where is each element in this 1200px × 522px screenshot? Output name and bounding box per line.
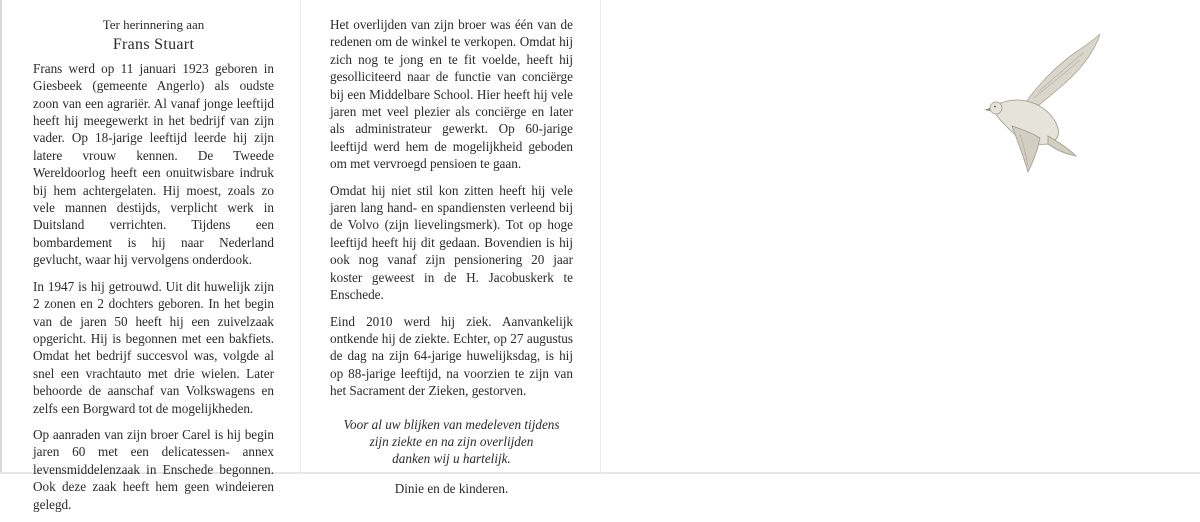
biography-paragraph: Het overlijden van zijn broer was één van de redenen om de winkel te verkopen. Omdat hij zich nog te jong en te fit voelde, heeft hij gesolliciteerd naar de functie van conciërge bij een Middelbare School. Hier heeft hij vele jaren met veel plezier als conciërge en later als administrateur gewerkt. Op 60-jarige leeftijd werd hem de mogelijkheid geboden om met vervroegd pensioen te gaan. [330, 17, 573, 172]
thank-you-line: Voor al uw blijken van medeleven tijdens [343, 416, 560, 432]
left-panel [33, 16, 274, 522]
biography-paragraph: Frans werd op 11 januari 1923 geboren in Giesbeek (gemeente Angerlo) als oudste zoon van een agrariër. Al vanaf jonge leeftijd heeft hij meegewerkt in het bedrijf van zijn vader. Op 18-jarige leeftijd leerde hij zijn latere vrouw kennen. De Tweede Wereldoorlog heeft een onuitwisbare indruk bij hem achtergelaten. Hij moest, zoals zo vele mannen destijds, verplicht werk in Duitsland verrichten. Tijdens een bombardement is hij naar Nederland gevlucht, waar hij vervolgens onderdook. [33, 60, 274, 268]
fold-line-right [600, 0, 601, 474]
biography-paragraph: Omdat hij niet stil kon zitten heeft hij vele jaren lang hand- en spandiensten verleend bij de Volvo (zijn lievelingsmerk). Tot op hoge leeftijd heeft hij dit gedaan. Bovendien is hij ook nog vanaf zijn pensionering 20 jaar koster geweest in de H. Jacobuskerk te Enschede. [330, 182, 573, 303]
card-left-edge [0, 0, 2, 474]
fold-line-left [300, 0, 301, 474]
dove-icon [968, 30, 1108, 180]
biography-paragraph: In 1947 is hij getrouwd. Uit dit huwelijk zijn 2 zonen en 2 dochters geboren. In het begin van de jaren 50 heeft hij een zuivelzaak opgericht. Hij is begonnen met een bakfiets. Omdat het bedrijf succesvol was, volgde al snel een vrachtauto met drie wielen. Later behoorde de aanschaf van Volkswagens en zelfs een Borgward tot de mogelijkheden. [33, 278, 274, 416]
deceased-name: Frans Stuart [112, 36, 195, 54]
middle-panel [330, 16, 573, 497]
biography-paragraph: Eind 2010 werd hij ziek. Aanvankelijk ontkende hij de ziekte. Echter, op 27 augustus de dag na zijn 64-jarige huwelijksdag, is hij op 88-jarige leeftijd, na voorzien te zijn van het Sacrament der Zieken, gestorven. [330, 313, 573, 399]
remembrance-heading: Ter herinnering aan [102, 17, 205, 32]
thank-you-note [330, 416, 573, 467]
thank-you-line: danken wij u hartelijk. [392, 450, 511, 466]
thank-you-line: zijn ziekte en na zijn overlijden [369, 433, 534, 449]
biography-paragraph: Op aanraden van zijn broer Carel is hij begin jaren 60 met een delicatessen- annex levensmiddelenzaak in Enschede begonnen. Ook deze zaak heeft hem geen windeieren gelegd. [33, 426, 274, 512]
family-signature: Dinie en de kinderen. [394, 480, 509, 496]
